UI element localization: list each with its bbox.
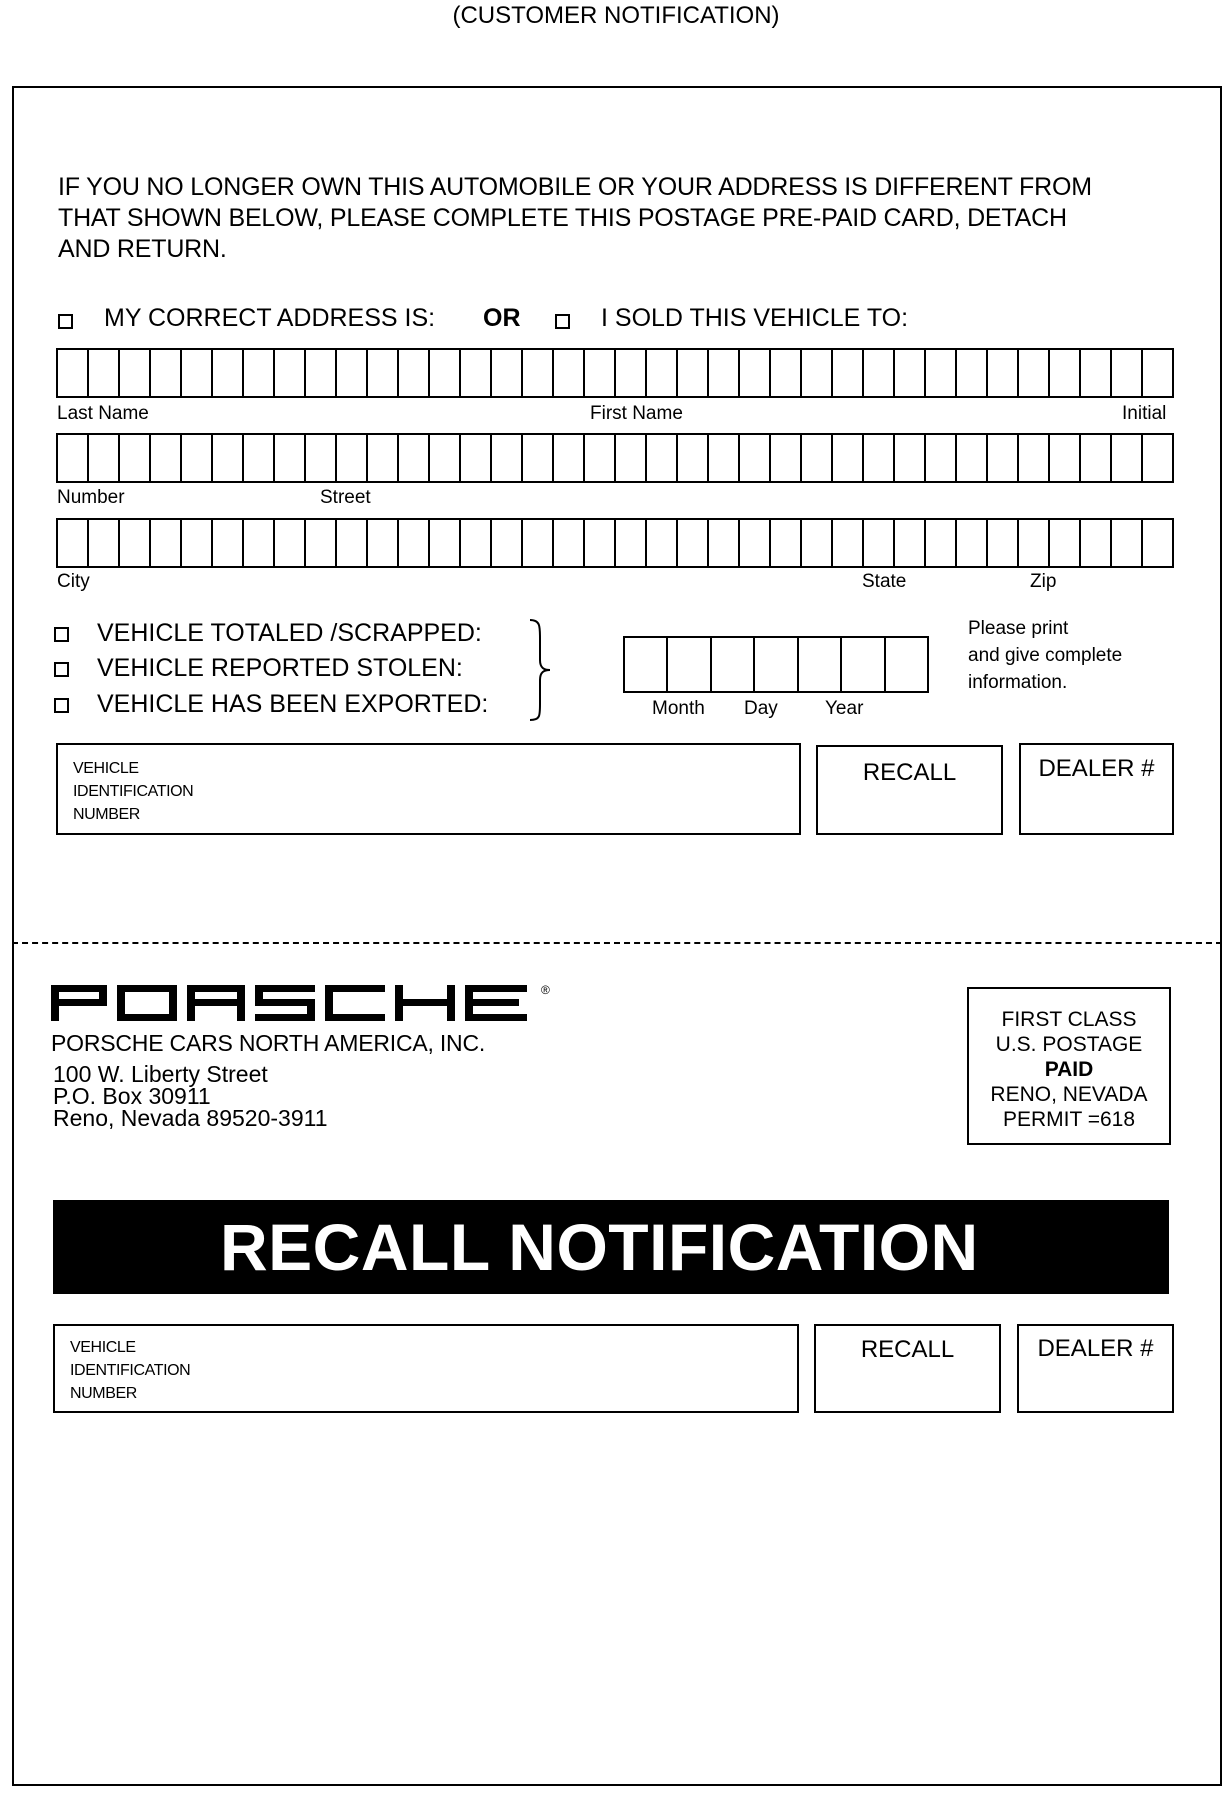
instructions-line-3: AND RETURN. bbox=[58, 235, 227, 263]
char-cell[interactable] bbox=[895, 350, 926, 396]
char-cell[interactable] bbox=[1112, 435, 1143, 481]
char-cell[interactable] bbox=[771, 435, 802, 481]
char-cell[interactable] bbox=[89, 350, 120, 396]
char-cell[interactable] bbox=[802, 435, 833, 481]
char-cell[interactable] bbox=[213, 350, 244, 396]
date-cell[interactable] bbox=[625, 638, 668, 691]
char-cell[interactable] bbox=[182, 350, 213, 396]
char-cell[interactable] bbox=[368, 520, 399, 566]
char-cell[interactable] bbox=[740, 520, 771, 566]
status-brace-icon bbox=[526, 618, 556, 722]
char-cell[interactable] bbox=[554, 350, 585, 396]
lower-vin-label-line-2: IDENTIFICATION bbox=[70, 1362, 191, 1379]
postage-line-5: PERMIT =618 bbox=[1002, 1108, 1136, 1131]
char-cell[interactable] bbox=[554, 435, 585, 481]
sold-vehicle-label: I SOLD THIS VEHICLE TO: bbox=[601, 304, 909, 332]
lower-vin-label-line-1: VEHICLE bbox=[70, 1339, 136, 1356]
stolen-checkbox[interactable] bbox=[54, 662, 69, 677]
print-note-line-3: information. bbox=[968, 672, 1068, 693]
char-cell[interactable] bbox=[120, 435, 151, 481]
char-cell[interactable] bbox=[523, 435, 554, 481]
char-cell[interactable] bbox=[58, 435, 89, 481]
char-cell[interactable] bbox=[771, 350, 802, 396]
char-cell[interactable] bbox=[1143, 435, 1172, 481]
char-cell[interactable] bbox=[709, 435, 740, 481]
char-cell[interactable] bbox=[368, 435, 399, 481]
correct-address-label: MY CORRECT ADDRESS IS: bbox=[104, 304, 436, 332]
char-cell[interactable] bbox=[802, 520, 833, 566]
char-cell[interactable] bbox=[1143, 350, 1172, 396]
banner-title: RECALL NOTIFICATION bbox=[220, 1210, 979, 1284]
char-cell[interactable] bbox=[864, 520, 895, 566]
char-cell[interactable] bbox=[1019, 435, 1050, 481]
year-label: Year bbox=[825, 698, 864, 719]
postage-indicia bbox=[967, 987, 1171, 1145]
char-cell[interactable] bbox=[275, 520, 306, 566]
char-cell[interactable] bbox=[1143, 520, 1172, 566]
month-label: Month bbox=[652, 698, 705, 719]
char-cell[interactable] bbox=[678, 520, 709, 566]
totaled-checkbox[interactable] bbox=[54, 627, 69, 642]
lower-dealer-label: DEALER # bbox=[1037, 1335, 1154, 1362]
char-cell[interactable] bbox=[957, 350, 988, 396]
char-cell[interactable] bbox=[399, 520, 430, 566]
char-cell[interactable] bbox=[585, 350, 616, 396]
char-cell[interactable] bbox=[678, 350, 709, 396]
char-cell[interactable] bbox=[802, 350, 833, 396]
char-cell[interactable] bbox=[833, 520, 864, 566]
char-cell[interactable] bbox=[1081, 520, 1112, 566]
char-cell[interactable] bbox=[740, 350, 771, 396]
char-cell[interactable] bbox=[182, 520, 213, 566]
char-cell[interactable] bbox=[709, 520, 740, 566]
last-name-label: Last Name bbox=[57, 403, 149, 424]
address-city: Reno, Nevada 89520-3911 bbox=[53, 1105, 328, 1131]
char-cell[interactable] bbox=[213, 435, 244, 481]
char-cell[interactable] bbox=[58, 520, 89, 566]
char-cell[interactable] bbox=[585, 520, 616, 566]
correct-address-checkbox[interactable] bbox=[58, 314, 73, 329]
date-cell[interactable] bbox=[799, 638, 842, 691]
day-label: Day bbox=[744, 698, 778, 719]
char-cell[interactable] bbox=[492, 435, 523, 481]
char-cell[interactable] bbox=[368, 350, 399, 396]
char-cell[interactable] bbox=[554, 520, 585, 566]
instructions-line-1: IF YOU NO LONGER OWN THIS AUTOMOBILE OR YOUR ADDRESS IS DIFFERENT FROM bbox=[58, 173, 1092, 201]
or-label: OR bbox=[483, 304, 521, 332]
date-input-boxes[interactable] bbox=[623, 636, 929, 693]
char-cell[interactable] bbox=[461, 520, 492, 566]
char-cell[interactable] bbox=[275, 435, 306, 481]
lower-vin-box[interactable] bbox=[53, 1324, 799, 1413]
char-cell[interactable] bbox=[430, 520, 461, 566]
char-cell[interactable] bbox=[864, 350, 895, 396]
instructions-line-2: THAT SHOWN BELOW, PLEASE COMPLETE THIS POSTAGE PRE-PAID CARD, DETACH bbox=[58, 204, 1067, 232]
char-cell[interactable] bbox=[120, 520, 151, 566]
status-stolen-row bbox=[54, 654, 463, 683]
street-label: Street bbox=[320, 487, 371, 508]
status-totaled-row bbox=[54, 619, 482, 648]
street-input-grid[interactable] bbox=[56, 433, 1174, 483]
char-cell[interactable] bbox=[926, 350, 957, 396]
reply-card-border bbox=[12, 86, 1222, 1786]
lower-vin-label bbox=[70, 1336, 190, 1405]
page-title: (CUSTOMER NOTIFICATION) bbox=[452, 2, 780, 29]
char-cell[interactable] bbox=[399, 350, 430, 396]
char-cell[interactable] bbox=[647, 520, 678, 566]
date-cell[interactable] bbox=[712, 638, 755, 691]
char-cell[interactable] bbox=[492, 520, 523, 566]
upper-dealer-box[interactable] bbox=[1019, 743, 1174, 835]
address-pobox: P.O. Box 30911 bbox=[53, 1083, 211, 1109]
first-name-label: First Name bbox=[590, 403, 683, 424]
totaled-label: VEHICLE TOTALED /SCRAPPED: bbox=[97, 619, 482, 647]
char-cell[interactable] bbox=[244, 435, 275, 481]
char-cell[interactable] bbox=[616, 520, 647, 566]
char-cell[interactable] bbox=[1112, 350, 1143, 396]
char-cell[interactable] bbox=[1019, 350, 1050, 396]
company-address bbox=[53, 1063, 328, 1129]
char-cell[interactable] bbox=[833, 350, 864, 396]
char-cell[interactable] bbox=[864, 435, 895, 481]
char-cell[interactable] bbox=[151, 350, 182, 396]
char-cell[interactable] bbox=[337, 350, 368, 396]
status-exported-row bbox=[54, 690, 488, 719]
char-cell[interactable] bbox=[244, 350, 275, 396]
char-cell[interactable] bbox=[988, 520, 1019, 566]
upper-recall-box[interactable] bbox=[816, 745, 1003, 835]
char-cell[interactable] bbox=[244, 520, 275, 566]
char-cell[interactable] bbox=[89, 520, 120, 566]
print-note bbox=[968, 615, 1122, 696]
char-cell[interactable] bbox=[523, 350, 554, 396]
char-cell[interactable] bbox=[430, 350, 461, 396]
char-cell[interactable] bbox=[709, 350, 740, 396]
lower-recall-label: RECALL bbox=[860, 1336, 955, 1363]
char-cell[interactable] bbox=[213, 520, 244, 566]
lower-vin-label-line-3: NUMBER bbox=[70, 1385, 137, 1402]
print-note-line-1: Please print bbox=[968, 618, 1069, 639]
postage-line-1: FIRST CLASS bbox=[1001, 1008, 1137, 1031]
stolen-label: VEHICLE REPORTED STOLEN: bbox=[97, 654, 463, 682]
char-cell[interactable] bbox=[616, 350, 647, 396]
exported-label: VEHICLE HAS BEEN EXPORTED: bbox=[97, 690, 489, 718]
char-cell[interactable] bbox=[492, 350, 523, 396]
state-label: State bbox=[862, 571, 907, 592]
address-street: 100 W. Liberty Street bbox=[53, 1061, 268, 1087]
char-cell[interactable] bbox=[523, 520, 554, 566]
city-input-grid[interactable] bbox=[56, 518, 1174, 568]
char-cell[interactable] bbox=[1019, 520, 1050, 566]
char-cell[interactable] bbox=[306, 520, 337, 566]
char-cell[interactable] bbox=[275, 350, 306, 396]
upper-dealer-label: DEALER # bbox=[1038, 755, 1155, 782]
char-cell[interactable] bbox=[337, 435, 368, 481]
company-name: PORSCHE CARS NORTH AMERICA, INC. bbox=[51, 1030, 486, 1056]
porsche-logo-icon bbox=[51, 985, 561, 1021]
char-cell[interactable] bbox=[771, 520, 802, 566]
char-cell[interactable] bbox=[988, 435, 1019, 481]
lower-dealer-box[interactable] bbox=[1017, 1324, 1174, 1413]
city-label: City bbox=[57, 571, 90, 592]
number-label: Number bbox=[57, 487, 125, 508]
char-cell[interactable] bbox=[1050, 435, 1081, 481]
char-cell[interactable] bbox=[926, 435, 957, 481]
char-cell[interactable] bbox=[461, 435, 492, 481]
zip-label: Zip bbox=[1030, 571, 1057, 592]
char-cell[interactable] bbox=[151, 435, 182, 481]
char-cell[interactable] bbox=[430, 435, 461, 481]
date-cell[interactable] bbox=[842, 638, 885, 691]
upper-vin-label-line-1: VEHICLE bbox=[73, 760, 139, 777]
initial-label: Initial bbox=[1122, 403, 1167, 424]
char-cell[interactable] bbox=[461, 350, 492, 396]
char-cell[interactable] bbox=[58, 350, 89, 396]
char-cell[interactable] bbox=[151, 520, 182, 566]
char-cell[interactable] bbox=[1112, 520, 1143, 566]
char-cell[interactable] bbox=[678, 435, 709, 481]
char-cell[interactable] bbox=[89, 435, 120, 481]
postage-line-3: PAID bbox=[1044, 1058, 1094, 1081]
char-cell[interactable] bbox=[895, 520, 926, 566]
recall-notification-banner bbox=[53, 1200, 1169, 1294]
postage-line-2: U.S. POSTAGE bbox=[995, 1033, 1143, 1056]
char-cell[interactable] bbox=[895, 435, 926, 481]
char-cell[interactable] bbox=[647, 350, 678, 396]
char-cell[interactable] bbox=[306, 435, 337, 481]
upper-vin-label-line-3: NUMBER bbox=[73, 806, 140, 823]
postage-line-4: RENO, NEVADA bbox=[990, 1083, 1148, 1106]
char-cell[interactable] bbox=[1050, 350, 1081, 396]
char-cell[interactable] bbox=[647, 435, 678, 481]
char-cell[interactable] bbox=[182, 435, 213, 481]
print-note-line-2: and give complete bbox=[968, 645, 1123, 666]
char-cell[interactable] bbox=[833, 435, 864, 481]
perforation-line bbox=[12, 942, 1222, 944]
char-cell[interactable] bbox=[926, 520, 957, 566]
char-cell[interactable] bbox=[1050, 520, 1081, 566]
char-cell[interactable] bbox=[337, 520, 368, 566]
instructions bbox=[58, 172, 1178, 265]
char-cell[interactable] bbox=[740, 435, 771, 481]
upper-vin-box[interactable] bbox=[56, 743, 801, 835]
char-cell[interactable] bbox=[1081, 435, 1112, 481]
date-cell[interactable] bbox=[886, 638, 927, 691]
upper-vin-label-line-2: IDENTIFICATION bbox=[73, 783, 194, 800]
char-cell[interactable] bbox=[399, 435, 430, 481]
char-cell[interactable] bbox=[616, 435, 647, 481]
date-cell[interactable] bbox=[755, 638, 798, 691]
sold-vehicle-checkbox[interactable] bbox=[555, 314, 570, 329]
char-cell[interactable] bbox=[957, 520, 988, 566]
registered-mark: ® bbox=[541, 983, 550, 997]
char-cell[interactable] bbox=[120, 350, 151, 396]
char-cell[interactable] bbox=[957, 435, 988, 481]
char-cell[interactable] bbox=[306, 350, 337, 396]
upper-recall-label: RECALL bbox=[862, 759, 957, 786]
char-cell[interactable] bbox=[585, 435, 616, 481]
exported-checkbox[interactable] bbox=[54, 698, 69, 713]
name-input-grid[interactable] bbox=[56, 348, 1174, 398]
upper-vin-label bbox=[73, 757, 193, 826]
lower-recall-box[interactable] bbox=[814, 1324, 1001, 1413]
char-cell[interactable] bbox=[1081, 350, 1112, 396]
date-cell[interactable] bbox=[668, 638, 711, 691]
char-cell[interactable] bbox=[988, 350, 1019, 396]
